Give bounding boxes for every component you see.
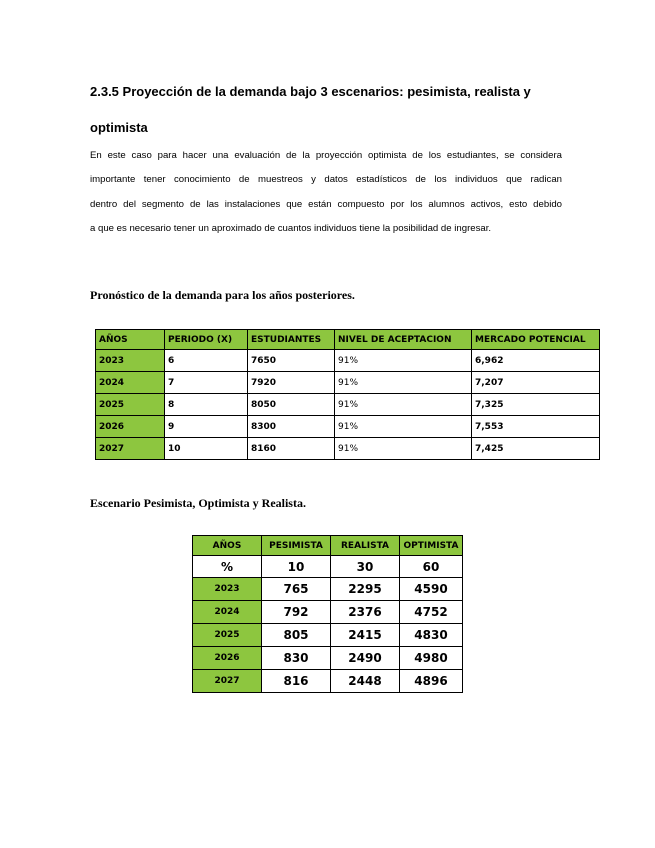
year-cell: 2023 bbox=[96, 350, 165, 372]
table-row bbox=[193, 624, 463, 647]
year-cell: 2027 bbox=[96, 438, 165, 460]
table-row bbox=[96, 394, 600, 416]
table-cell: 765 bbox=[262, 578, 331, 601]
year-cell: 2026 bbox=[96, 416, 165, 438]
table-cell: 7,207 bbox=[472, 372, 600, 394]
table-cell: 7 bbox=[165, 372, 248, 394]
section-heading: 2.3.5 Proyección de la demanda bajo 3 escenarios: pesimista, realista y optimista bbox=[90, 84, 531, 135]
table-cell: 8 bbox=[165, 394, 248, 416]
year-cell: 2023 bbox=[193, 578, 262, 601]
col-header-anos: AÑOS bbox=[96, 330, 165, 350]
table-cell: 2448 bbox=[331, 670, 400, 693]
col-header-realista: REALISTA bbox=[331, 536, 400, 556]
intro-paragraph bbox=[90, 144, 562, 241]
table-cell: 4752 bbox=[400, 601, 463, 624]
year-cell: 2025 bbox=[96, 394, 165, 416]
year-cell: 2025 bbox=[193, 624, 262, 647]
table-cell: 8050 bbox=[248, 394, 335, 416]
table-cell: 10 bbox=[262, 556, 331, 578]
table-header-row bbox=[96, 330, 600, 350]
table-cell: 91% bbox=[335, 350, 472, 372]
table-cell: 8160 bbox=[248, 438, 335, 460]
table-cell: 7,425 bbox=[472, 438, 600, 460]
col-header-pesimista: PESIMISTA bbox=[262, 536, 331, 556]
table-row bbox=[193, 647, 463, 670]
table-cell: 4590 bbox=[400, 578, 463, 601]
table-cell: 8300 bbox=[248, 416, 335, 438]
table-cell: 2490 bbox=[331, 647, 400, 670]
table-row bbox=[193, 670, 463, 693]
table-cell: 60 bbox=[400, 556, 463, 578]
table-cell: 9 bbox=[165, 416, 248, 438]
percent-row bbox=[193, 556, 463, 578]
scenario-caption: Escenario Pesimista, Optimista y Realista. bbox=[90, 496, 306, 510]
table-row bbox=[193, 578, 463, 601]
table-cell: 7,325 bbox=[472, 394, 600, 416]
paragraph-line: importante tener conocimiento de muestreos y datos estadísticos de los individuos que radican bbox=[90, 174, 562, 186]
col-header-periodo: PERIODO (X) bbox=[165, 330, 248, 350]
table-cell: 4896 bbox=[400, 670, 463, 693]
col-header-nivel: NIVEL DE ACEPTACION bbox=[335, 330, 472, 350]
forecast-caption: Pronóstico de la demanda para los años posteriores. bbox=[90, 288, 355, 302]
percent-label-cell: % bbox=[193, 556, 262, 578]
col-header-estudiantes: ESTUDIANTES bbox=[248, 330, 335, 350]
table-cell: 792 bbox=[262, 601, 331, 624]
paragraph-line: a que es necesario tener un aproximado de cuantos individuos tiene la posibilidad de ingresar. bbox=[90, 222, 492, 234]
table-cell: 30 bbox=[331, 556, 400, 578]
table-cell: 4980 bbox=[400, 647, 463, 670]
table-cell: 805 bbox=[262, 624, 331, 647]
paragraph-line: En este caso para hacer una evaluación de la proyección optimista de los estudiantes, se considera bbox=[90, 150, 562, 161]
table-cell: 91% bbox=[335, 372, 472, 394]
table-header-row bbox=[193, 536, 463, 556]
table-cell: 4830 bbox=[400, 624, 463, 647]
table-row bbox=[96, 416, 600, 438]
year-cell: 2026 bbox=[193, 647, 262, 670]
table-cell: 7650 bbox=[248, 350, 335, 372]
table-cell: 91% bbox=[335, 394, 472, 416]
table-row bbox=[96, 372, 600, 394]
year-cell: 2024 bbox=[96, 372, 165, 394]
scenario-table bbox=[192, 535, 463, 693]
table-row bbox=[96, 438, 600, 460]
year-cell: 2027 bbox=[193, 670, 262, 693]
table-cell: 830 bbox=[262, 647, 331, 670]
table-cell: 10 bbox=[165, 438, 248, 460]
paragraph-line: dentro del segmento de las instalaciones que están compuesto por los alumnos activos, esto debido bbox=[90, 198, 562, 210]
year-cell: 2024 bbox=[193, 601, 262, 624]
table-cell: 91% bbox=[335, 416, 472, 438]
table-cell: 91% bbox=[335, 438, 472, 460]
table-cell: 2415 bbox=[331, 624, 400, 647]
table-cell: 6 bbox=[165, 350, 248, 372]
table-cell: 6,962 bbox=[472, 350, 600, 372]
table-cell: 2376 bbox=[331, 601, 400, 624]
col-header-anos: AÑOS bbox=[193, 536, 262, 556]
table-cell: 7920 bbox=[248, 372, 335, 394]
table-row bbox=[193, 601, 463, 624]
table-cell: 816 bbox=[262, 670, 331, 693]
col-header-mercado: MERCADO POTENCIAL bbox=[472, 330, 600, 350]
forecast-table bbox=[95, 329, 600, 460]
col-header-optimista: OPTIMISTA bbox=[400, 536, 463, 556]
table-cell: 7,553 bbox=[472, 416, 600, 438]
table-cell: 2295 bbox=[331, 578, 400, 601]
table-row bbox=[96, 350, 600, 372]
